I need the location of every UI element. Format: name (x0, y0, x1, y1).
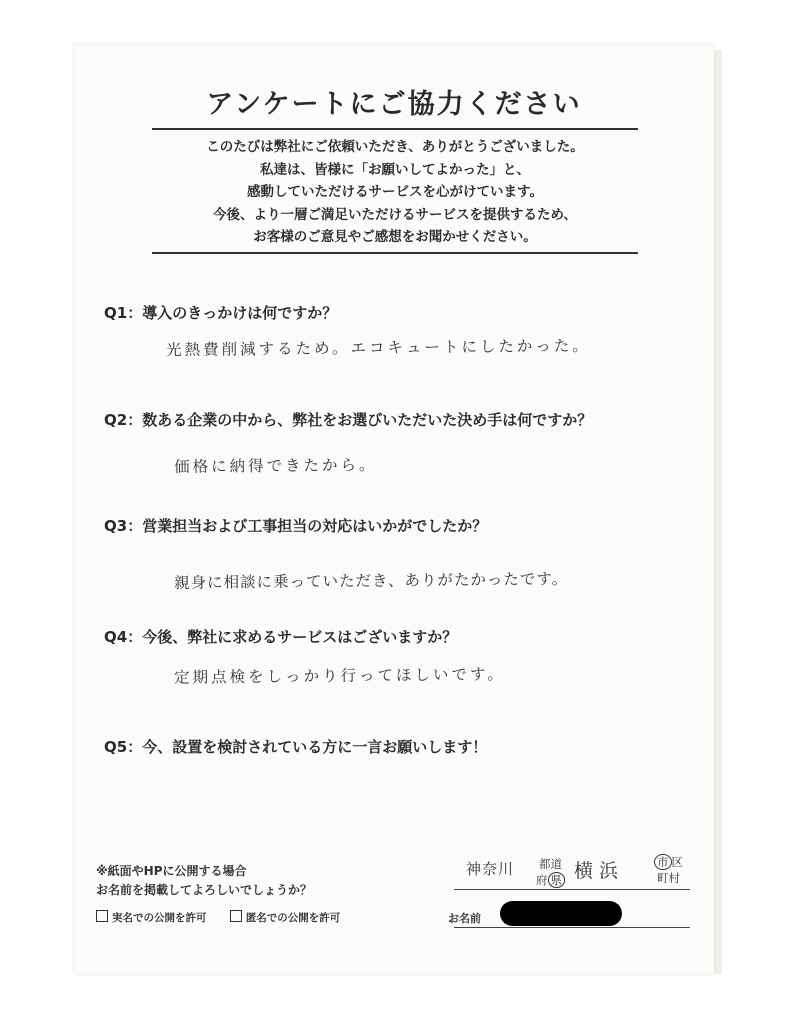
name-label: お名前 (448, 912, 481, 925)
city-label-bottom: 町村 (657, 871, 680, 885)
answer-4: 定期点検をしっかり行ってほしいです。 (173, 665, 506, 687)
survey-title: アンケートにご協力ください (206, 89, 582, 120)
prefecture-label-ken-circled: 県 (548, 872, 566, 888)
intro-line: このたびは弊社にご依頼いただき、ありがとうございました。 (206, 139, 584, 155)
address-line (454, 889, 690, 890)
question-3: Q3：営業担当および工事担当の対応はいかがでしたか？ (104, 517, 488, 535)
anonymous-option-label: 匿名での公開を許可 (245, 912, 341, 924)
publish-note-line: お名前を掲載してよろしいでしょうか？ (96, 883, 313, 897)
prefecture-handwritten: 神奈川 (466, 860, 515, 878)
publish-note-line: ※紙面やHPに公開する場合 (96, 864, 247, 878)
answer-1: 光熱費削減するため。エコキュートにしたかった。 (165, 336, 591, 360)
publish-note (96, 862, 312, 900)
question-2: Q2：数ある企業の中から、弊社をお選びいただいた決め手は何ですか？ (104, 411, 593, 429)
intro-line: 今後、より一層ご満足いただけるサービスを提供するため、 (213, 206, 577, 223)
anonymous-checkbox[interactable] (230, 910, 242, 922)
publish-options (96, 910, 340, 925)
question-5: Q5：今、設置を検討されている方に一言お願いします！ (104, 738, 488, 756)
city-label-shi-circled: 市 (654, 854, 672, 870)
survey-sheet (74, 44, 714, 974)
question-4: Q4：今後、弊社に求めるサービスはございますか？ (104, 628, 458, 646)
prefecture-label-fu: 府 (536, 873, 548, 887)
city-handwritten: 横浜 (574, 860, 625, 882)
intro-line: 私達は、皆様に「お願いしてよかった」と、 (260, 161, 530, 178)
answer-2: 価格に納得できたから。 (173, 455, 378, 477)
intro-top-rule (152, 128, 638, 130)
real-name-checkbox[interactable] (96, 910, 108, 922)
city-label (654, 854, 683, 886)
intro-line: お客様のご意見やご感想をお聞かせください。 (253, 229, 537, 245)
name-redaction (500, 901, 622, 926)
intro-line: 感動していただけるサービスを心がけています。 (247, 184, 543, 200)
real-name-option-label: 実名での公開を許可 (112, 912, 207, 924)
intro-bottom-rule (152, 252, 638, 254)
prefecture-label-top: 都道 (539, 857, 562, 871)
answer-3: 親身に相談に乗っていただき、ありがたかったです。 (173, 569, 569, 593)
name-line (454, 927, 690, 928)
paper-edge (714, 50, 722, 974)
city-label-ku: 区 (671, 855, 683, 869)
intro-text (152, 136, 638, 249)
prefecture-label (536, 856, 565, 888)
question-1: Q1：導入のきっかけは何ですか？ (104, 304, 338, 322)
